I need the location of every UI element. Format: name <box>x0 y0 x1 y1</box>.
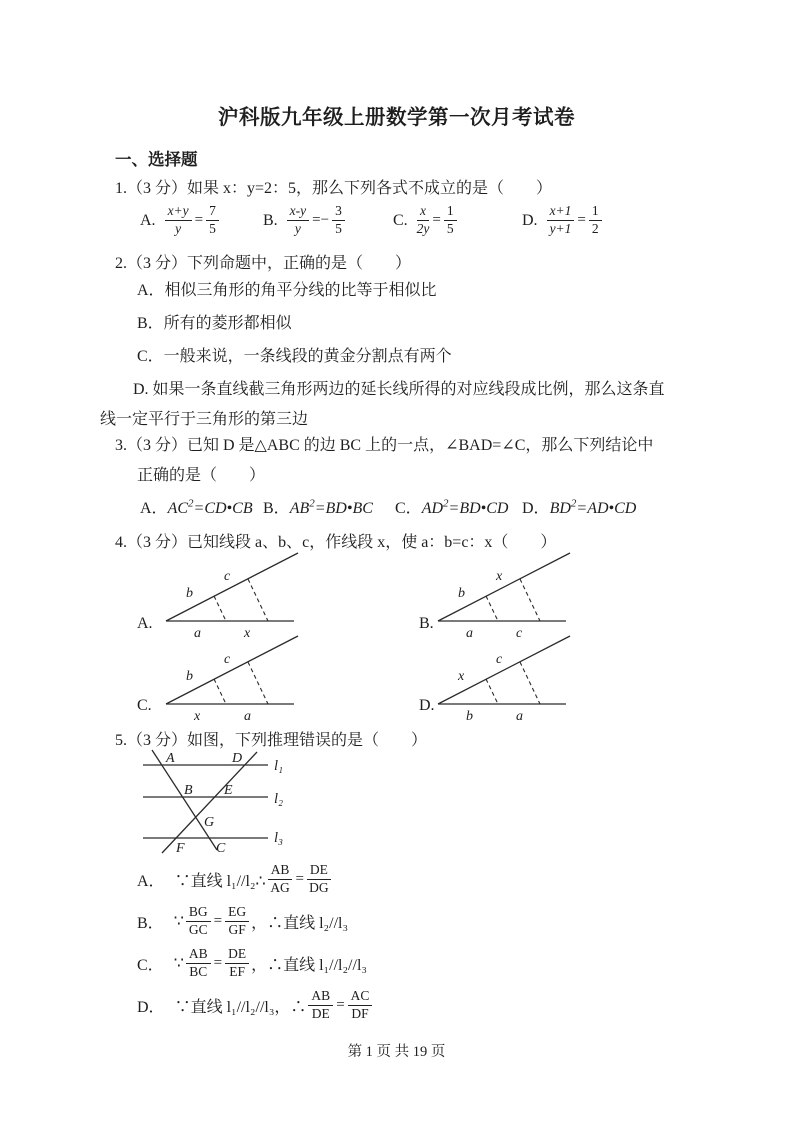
reasoning-text: ∵直线 l₁//l₂∴ <box>174 872 266 890</box>
dashed-connector <box>214 679 226 704</box>
page-title: 沪科版九年级上册数学第一次月考试卷 <box>218 107 575 129</box>
fraction <box>307 863 331 895</box>
reasoning-text: ，∴直线 l₂//l₃ <box>251 914 349 932</box>
option-label: C． <box>395 500 422 517</box>
option-label: D． <box>522 500 550 517</box>
math-base: AB <box>289 500 310 517</box>
point-label-d: D <box>232 751 243 766</box>
reasoning-text: ∵ <box>173 913 184 930</box>
option-label: B. <box>263 211 278 229</box>
equals-sign: = <box>577 212 586 228</box>
dashed-connector <box>486 596 498 621</box>
fraction <box>186 905 211 937</box>
q4-figure-c-label: C. <box>137 697 152 714</box>
math-rest: =AD•CD <box>576 500 637 517</box>
fraction-numerator: x+y <box>165 204 192 221</box>
math-exponent: 2 <box>309 497 315 510</box>
fraction-denominator: y+1 <box>549 221 572 236</box>
fraction <box>547 204 575 236</box>
dashed-connector <box>520 579 540 621</box>
math-rest: =BD•CD <box>448 500 509 517</box>
dashed-connector <box>486 679 498 704</box>
fraction-numerator: DE <box>307 863 331 880</box>
q5-option-b <box>137 902 350 940</box>
fraction-denominator: 5 <box>335 221 342 236</box>
option-label: C． <box>137 956 164 974</box>
option-label: A． <box>137 872 165 890</box>
fraction-numerator: 3 <box>332 204 345 221</box>
fraction-denominator: 2y <box>416 221 430 236</box>
option-label: B． <box>137 914 164 932</box>
fraction <box>186 947 211 979</box>
option-label: B． <box>263 500 290 517</box>
fraction <box>332 204 345 236</box>
dashed-connector <box>214 596 226 621</box>
fraction-denominator: 5 <box>209 221 216 236</box>
option-label: D. <box>522 211 538 229</box>
line-label-l3: l₃ <box>274 830 284 846</box>
q5-option-d <box>137 986 376 1024</box>
option-label: A. <box>140 211 156 229</box>
line-label-l1: l₁ <box>274 758 284 774</box>
fraction-numerator: BG <box>186 905 211 922</box>
q1-option-c <box>393 198 457 243</box>
fraction-denominator: EF <box>229 963 245 979</box>
math-rest: =BD•BC <box>314 500 373 517</box>
fraction <box>206 204 219 236</box>
q5-option-c <box>137 944 369 982</box>
q3-stem-line2: 正确的是（ ） <box>137 467 266 484</box>
fraction <box>348 989 373 1021</box>
fraction-denominator: GF <box>228 921 246 937</box>
q4-figure-b-label: B. <box>419 615 434 632</box>
equals-sign: = <box>194 212 204 228</box>
equals-sign: =− <box>312 212 330 228</box>
fraction-numerator: x-y <box>287 204 309 221</box>
segment-label: c <box>224 569 231 584</box>
fraction-denominator: DE <box>311 1005 330 1021</box>
reasoning-text: ∵ <box>173 955 184 972</box>
fraction-numerator: EG <box>225 905 249 922</box>
fraction <box>225 905 249 937</box>
line-label-l2: l₂ <box>274 791 284 807</box>
equals-sign: = <box>336 996 345 1013</box>
segment-label: x <box>194 709 201 724</box>
q1-option-a <box>140 198 219 243</box>
segment-label: c <box>516 626 523 641</box>
fraction <box>589 204 602 236</box>
math-exponent: 2 <box>570 497 577 510</box>
page-number: 第 1 页 共 19 页 <box>347 1044 446 1060</box>
reasoning-text: ∵直线 l₁//l₂//l₃，∴ <box>174 998 307 1016</box>
segment-label: x <box>496 569 503 584</box>
q3-stem-line1: 3.（3 分）已知 D 是△ABC 的边 BC 上的一点，∠BAD=∠C，那么下列结论中 <box>115 437 654 454</box>
math-base: BD <box>549 500 571 517</box>
q2-stem: 2.（3 分）下列命题中，正确的是（ ） <box>115 255 412 272</box>
q4-figure-d <box>428 632 578 724</box>
fraction-denominator: 5 <box>446 221 454 236</box>
point-label-f: F <box>176 841 185 856</box>
fraction-denominator: AG <box>270 879 290 895</box>
segment-label: x <box>458 669 465 684</box>
fraction <box>268 863 293 895</box>
q2-option-d-line2: 线一定平行于三角形的第三边 <box>100 411 309 428</box>
q2-option-d-line1: D. 如果一条直线截三角形两边的延长线所得的对应线段成比例，那么这条直 <box>133 381 665 398</box>
q4-figure-b <box>428 549 578 641</box>
segment-label: a <box>466 626 473 641</box>
fraction-numerator: DE <box>225 947 249 964</box>
dashed-connector <box>248 579 268 621</box>
fraction-numerator: 1 <box>589 204 602 221</box>
equals-sign: = <box>295 870 304 887</box>
q1-option-d <box>522 198 602 243</box>
fraction-denominator: y <box>294 221 301 236</box>
point-label-e: E <box>224 783 233 798</box>
option-label: A． <box>140 500 168 517</box>
equals-sign: = <box>213 954 223 971</box>
point-label-c: C <box>216 841 226 856</box>
fraction-denominator: DF <box>351 1005 369 1021</box>
q5-stem: 5.（3 分）如图，下列推理错误的是（ ） <box>115 732 428 749</box>
point-label-b: B <box>184 783 193 798</box>
fraction <box>308 989 333 1021</box>
segment-label: x <box>244 626 251 641</box>
fraction-denominator: y <box>175 221 182 236</box>
math-rest: =CD•CB <box>193 500 253 517</box>
fraction <box>165 204 192 236</box>
q3-option-b <box>263 495 373 518</box>
reasoning-text: ，∴直线 l₁//l₂//l₃ <box>251 956 367 974</box>
q5-option-a <box>137 860 335 898</box>
fraction-numerator: 1 <box>444 204 457 221</box>
dashed-connector <box>248 662 268 704</box>
fraction-numerator: AB <box>268 863 293 880</box>
segment-label: b <box>458 586 465 601</box>
option-label: C. <box>393 211 408 229</box>
fraction <box>287 204 309 236</box>
fraction-denominator: DG <box>309 879 329 895</box>
q4-figure-a <box>156 549 306 641</box>
option-label: D． <box>137 998 165 1016</box>
fraction <box>417 204 430 236</box>
math-base: AD <box>421 500 444 517</box>
q3-option-d <box>522 495 636 518</box>
point-label-a: A <box>166 751 175 766</box>
math-exponent: 2 <box>443 497 449 510</box>
dashed-connector <box>520 662 540 704</box>
q4-figure-d-label: D. <box>419 697 435 714</box>
q2-option-c: C．一般来说，一条线段的黄金分割点有两个 <box>137 348 452 365</box>
point-label-g: G <box>204 815 215 830</box>
equals-sign: = <box>213 912 223 929</box>
q3-option-a <box>140 495 253 518</box>
q5-figure <box>140 748 300 860</box>
equals-sign: = <box>432 212 441 228</box>
q3-option-c <box>395 495 508 518</box>
fraction-numerator: AC <box>348 989 373 1006</box>
fraction-numerator: AB <box>308 989 333 1006</box>
segment-label: a <box>194 626 201 641</box>
q4-figure-c <box>156 632 306 724</box>
q2-option-b: B．所有的菱形都相似 <box>137 315 292 332</box>
segment-label: c <box>496 652 503 667</box>
q2-option-a: A．相似三角形的角平分线的比等于相似比 <box>137 282 437 299</box>
q4-stem: 4.（3 分）已知线段 a、b、c，作线段 x，使 a：b=c：x（ ） <box>115 534 557 551</box>
fraction <box>444 204 457 236</box>
q1-option-b <box>263 198 345 243</box>
segment-label: c <box>224 652 231 667</box>
math-exponent: 2 <box>188 497 194 510</box>
math-base: AC <box>167 500 189 517</box>
q1-stem: 1.（3 分）如果 x：y=2：5，那么下列各式不成立的是（ ） <box>115 180 553 197</box>
fraction-denominator: BC <box>189 963 208 979</box>
fraction-numerator: x <box>417 204 430 221</box>
fraction <box>225 947 249 979</box>
fraction-numerator: 7 <box>206 204 219 221</box>
section-heading: 一、选择题 <box>115 150 198 169</box>
q4-figure-a-label: A. <box>137 615 153 632</box>
segment-label: b <box>466 709 473 724</box>
segment-label: b <box>186 586 193 601</box>
fraction-denominator: 2 <box>591 221 599 236</box>
fraction-denominator: GC <box>188 921 208 937</box>
fraction-numerator: x+1 <box>547 204 575 221</box>
segment-label: a <box>516 709 523 724</box>
fraction-numerator: AB <box>186 947 211 964</box>
segment-label: a <box>244 709 251 724</box>
segment-label: b <box>186 669 193 684</box>
